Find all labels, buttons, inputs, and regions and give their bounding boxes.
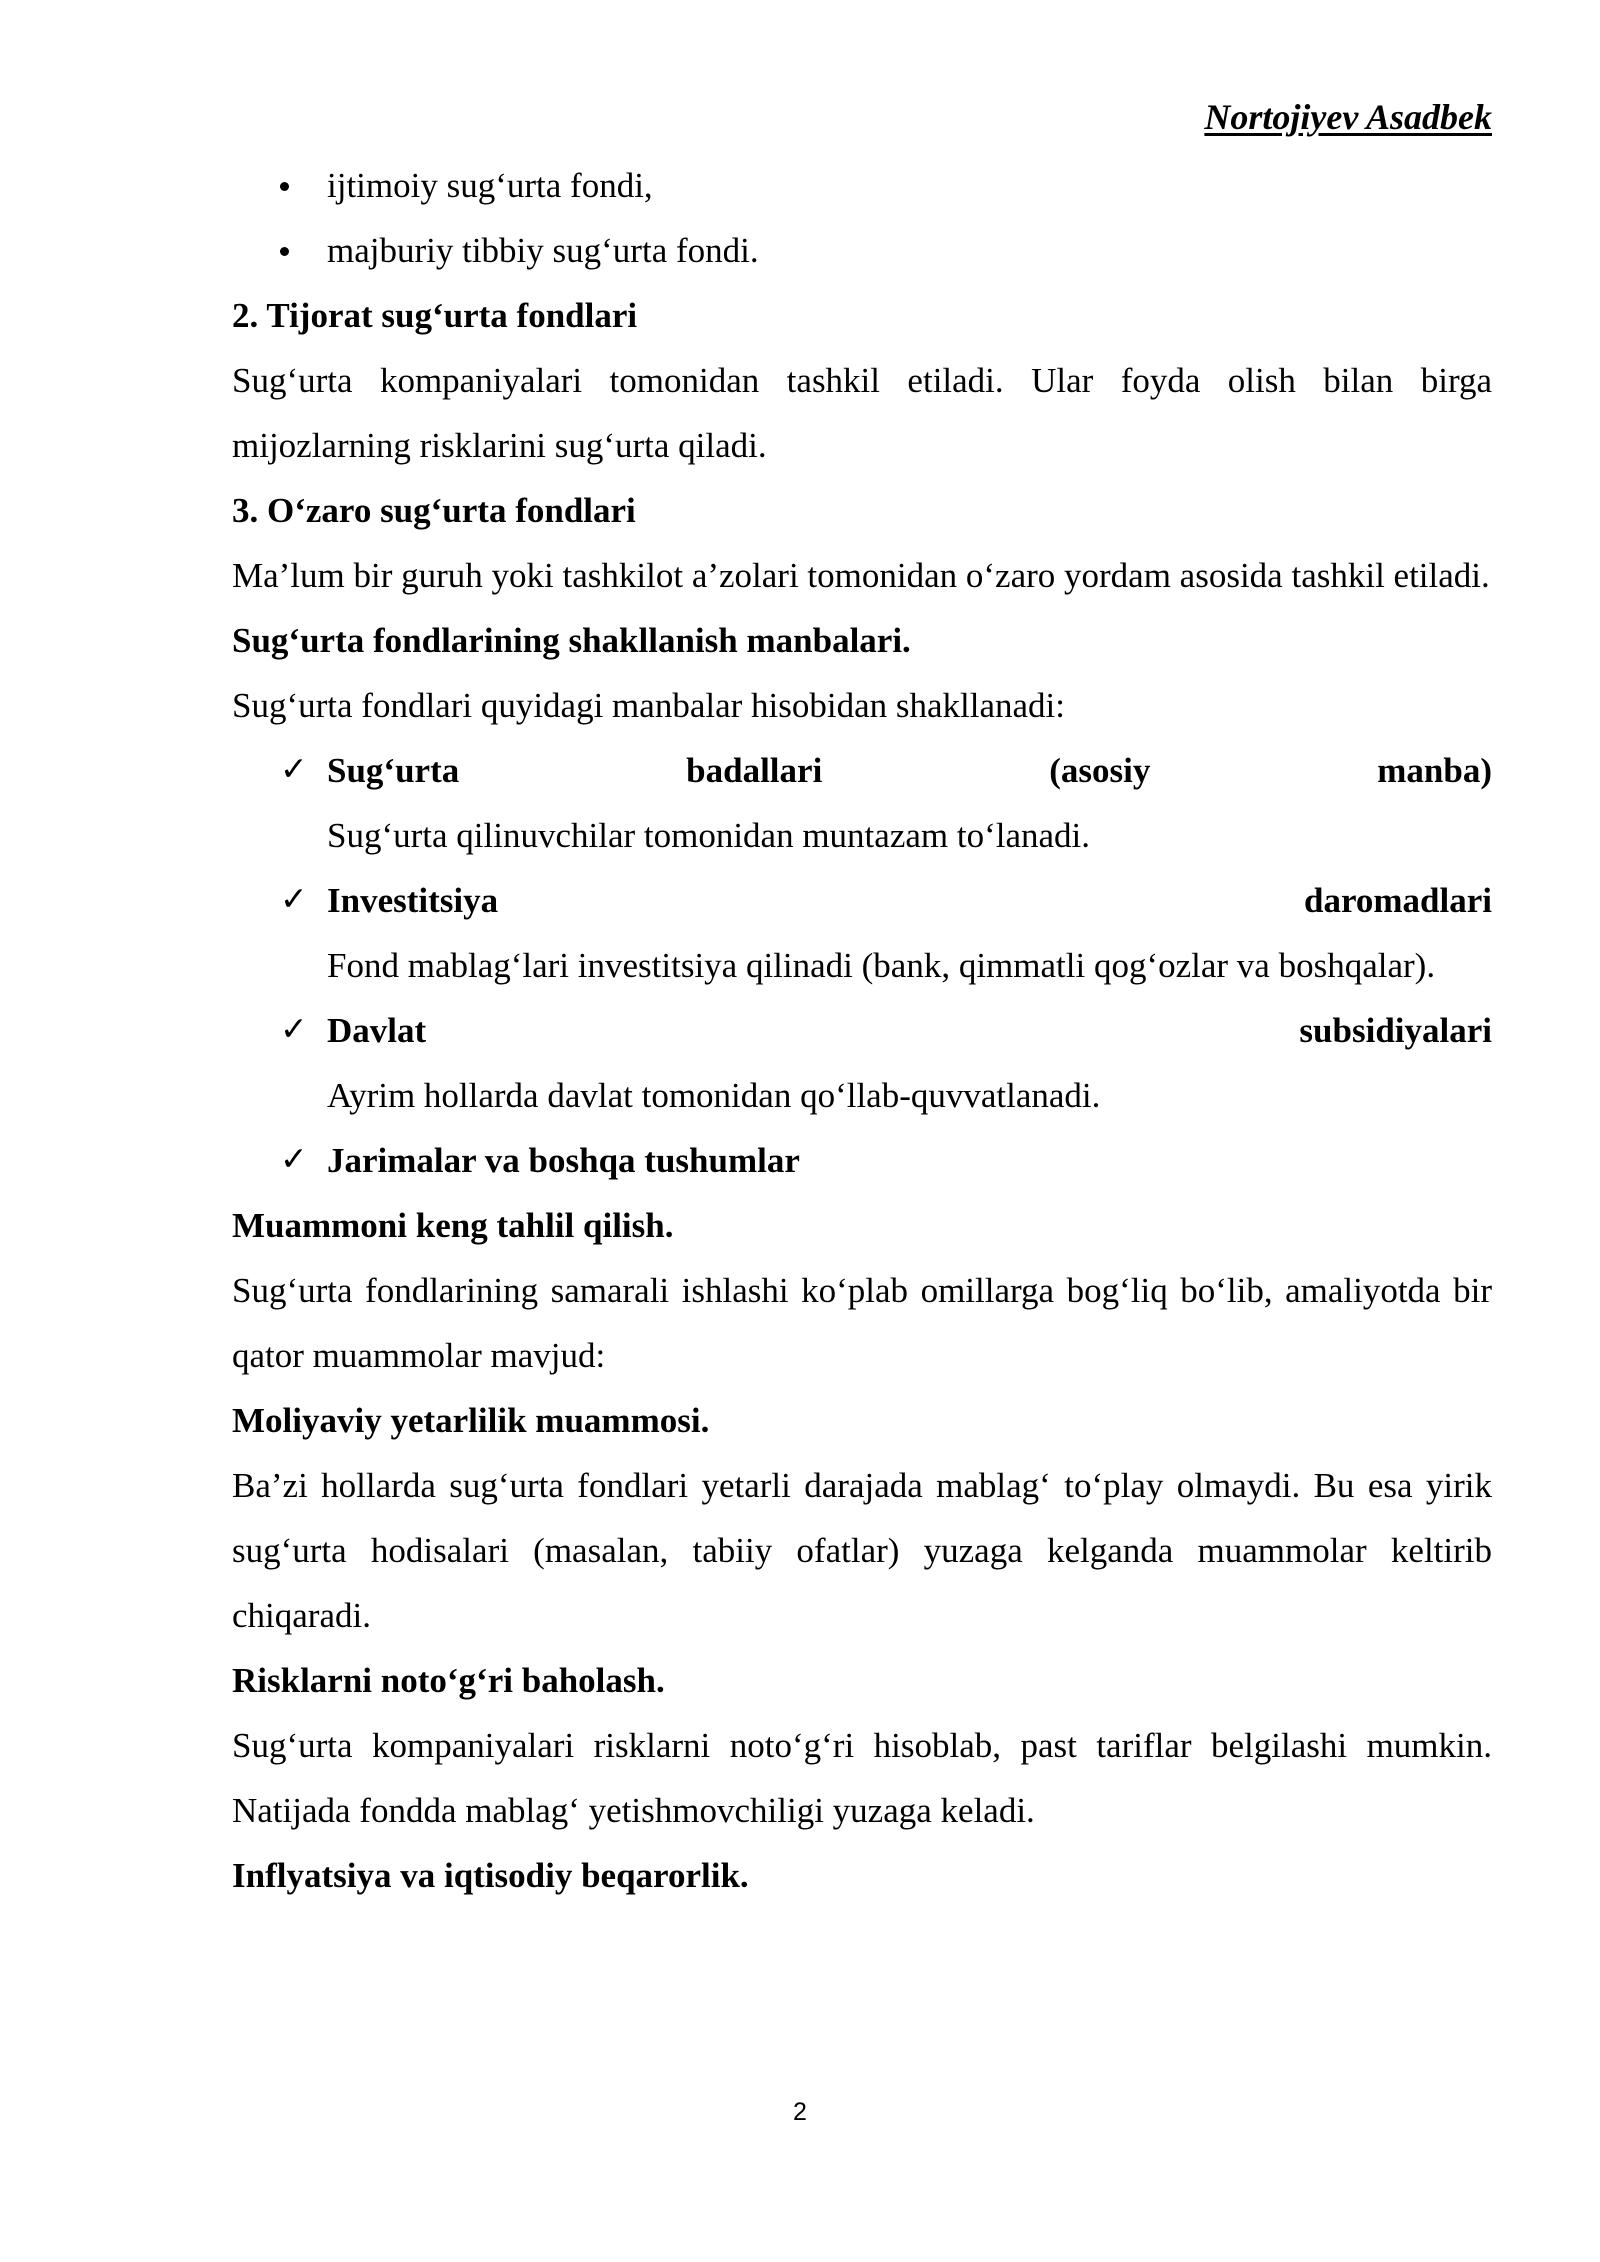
document-body [232,153,1492,1908]
checklist-item-title [327,998,1492,1063]
list-item-text: majburiy tibbiy sug‘urta fondi. [327,231,759,270]
paragraph: Ma’lum bir guruh yoki tashkilot a’zolari tomonidan o‘zaro yordam asosida tashkil etiladi. [232,556,1490,595]
section-heading: 3. O‘zaro sug‘urta fondlari [232,491,636,530]
checklist-item [232,998,1492,1128]
bullet-dot-icon [280,182,289,191]
title-word: manba) [1377,751,1492,790]
paragraph: Sug‘urta kompaniyalari risklarni noto‘g‘ri hisoblab, past tariflar belgilashi mumkin. Natijada fondda mablag‘ yetishmovchiligi yuzaga keladi. [232,1726,1492,1830]
list-item [232,153,1492,218]
paragraph: Sug‘urta fondlarining samarali ishlashi ko‘plab omillarga bog‘liq bo‘lib, amaliyotda bir qator muammolar mavjud: [232,1271,1492,1375]
checklist-item [232,868,1492,998]
page-number: 2 [793,2098,807,2126]
title-word: (asosiy [1049,751,1151,790]
section-heading: 2. Tijorat sug‘urta fondlari [232,296,638,335]
title-word: daromadlari [1304,881,1492,920]
checklist-item-description: Fond mablag‘lari investitsiya qilinadi (bank, qimmatli qog‘ozlar va boshqalar). [327,946,1436,985]
checklist-item-title [327,868,1492,933]
checkmark-icon: ✓ [280,1012,308,1048]
paragraph: Ba’zi hollarda sug‘urta fondlari yetarli darajada mablag‘ to‘play olmaydi. Bu esa yirik sug‘urta hodisalari (masalan, tabiiy ofatlar) yuzaga kelganda muammolar keltirib chiqaradi. [232,1466,1492,1635]
checklist-item [232,1128,1492,1193]
title-word: subsidiyalari [1299,1011,1492,1050]
section-heading: Sug‘urta fondlarining shakllanish manbalari. [232,621,911,660]
title-word: badallari [686,751,823,790]
bullet-dot-icon [280,247,289,256]
checklist-item-description: Sug‘urta qilinuvchilar tomonidan muntazam to‘lanadi. [327,816,1091,855]
checkmark-icon: ✓ [280,752,308,788]
checklist-item-title: Jarimalar va boshqa tushumlar [327,1141,800,1180]
checklist-item-title [327,738,1492,803]
paragraph: Sug‘urta fondlari quyidagi manbalar hisobidan shakllanadi: [232,686,1065,725]
list-item-text: ijtimoiy sug‘urta fondi, [327,166,653,205]
title-word: Investitsiya [327,881,499,920]
list-item [232,218,1492,283]
section-heading: Muammoni keng tahlil qilish. [232,1206,674,1245]
title-word: Sug‘urta [327,751,460,790]
checkmark-icon: ✓ [280,882,308,918]
section-heading: Inflyatsiya va iqtisodiy beqarorlik. [232,1856,749,1895]
checklist-item-description: Ayrim hollarda davlat tomonidan qo‘llab-quvvatlanadi. [327,1076,1101,1115]
checkmark-icon: ✓ [280,1142,308,1178]
author-header: Nortojiyev Asadbek [1204,97,1492,137]
section-heading: Risklarni noto‘g‘ri baholash. [232,1661,665,1700]
checklist-item [232,738,1492,868]
paragraph: Sug‘urta kompaniyalari tomonidan tashkil etiladi. Ular foyda olish bilan birga mijozlarning risklarini sug‘urta qiladi. [232,361,1492,465]
section-heading: Moliyaviy yetarlilik muammosi. [232,1401,710,1440]
title-word: Davlat [327,1011,427,1050]
